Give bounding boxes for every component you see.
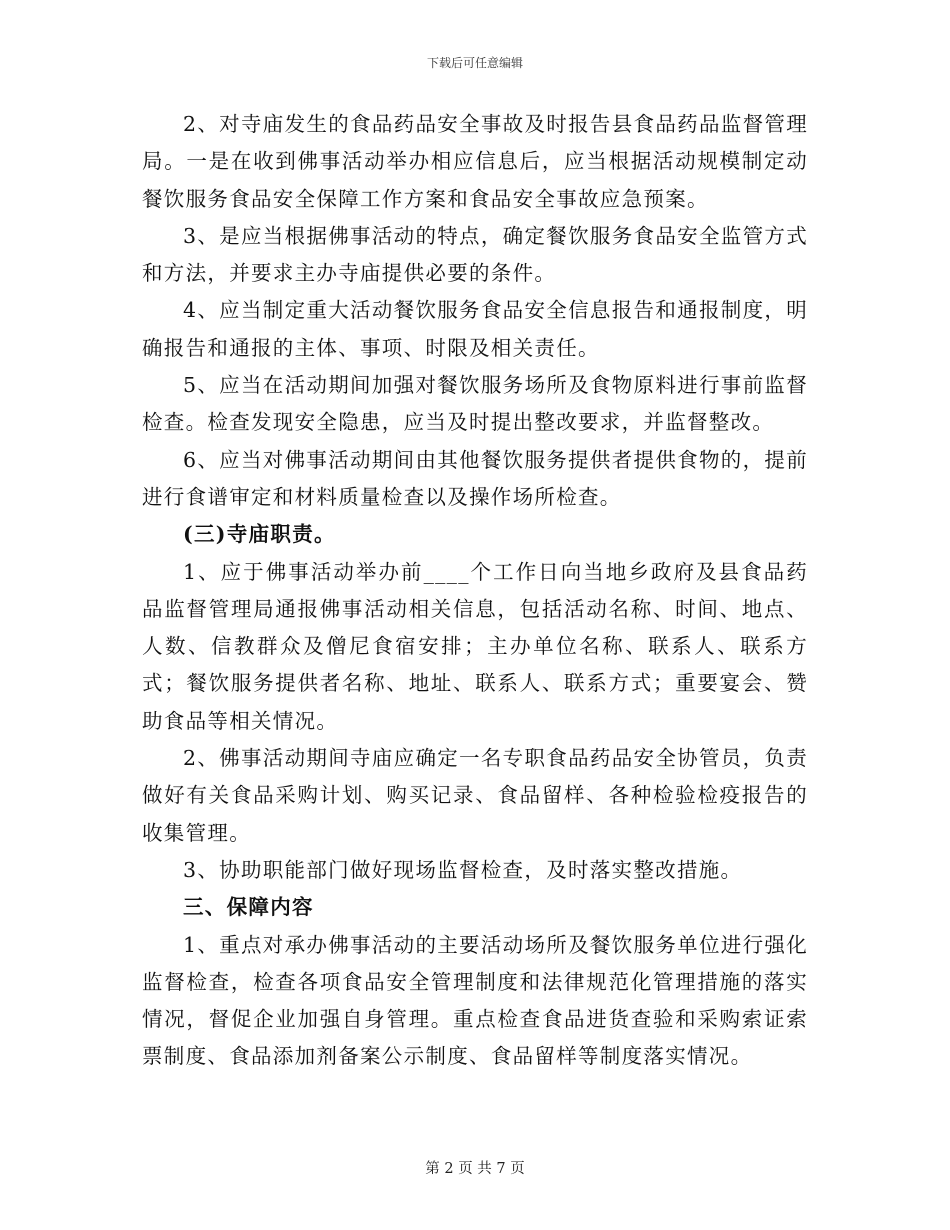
paragraph-item-3-supervision-method: 3、是应当根据佛事活动的特点，确定餐饮服务食品安全监管方式和方法，并要求主办寺庙提供必要的条件。 bbox=[142, 223, 808, 286]
document-body bbox=[142, 106, 808, 1076]
paragraph-temple-item-3-assist: 3、协助职能部门做好现场监督检查，及时落实整改措施。 bbox=[183, 857, 743, 882]
section-heading-temple-duties: (三)寺庙职责。 bbox=[183, 522, 336, 547]
paragraph-item-6-menu-review: 6、应当对佛事活动期间由其他餐饮服务提供者提供食物的，提前进行食谱审定和材料质量检查以及操作场所检查。 bbox=[142, 447, 808, 509]
paragraph-temple-item-1-notification: 1、应于佛事活动举办前____个工作日向当地乡政府及县食品药品监督管理局通报佛事活动相关信息，包括活动名称、时间、地点、人数、信教群众及僧尼食宿安排；主办单位名称、联系人、联系方式；餐饮服务提供者名称、地址、联系人、联系方式；重要宴会、赞助食品等相关情况。 bbox=[142, 559, 808, 733]
paragraph-item-5-inspection: 5、应当在活动期间加强对餐饮服务场所及食物原料进行事前监督检查。检查发现安全隐患，应当及时提出整改要求，并监督整改。 bbox=[142, 373, 808, 435]
paragraph-item-4-reporting-system: 4、应当制定重大活动餐饮服务食品安全信息报告和通报制度，明确报告和通报的主体、事项、时限及相关责任。 bbox=[142, 298, 808, 360]
paragraph-guarantee-item-1: 1、重点对承办佛事活动的主要活动场所及餐饮服务单位进行强化监督检查，检查各项食品安全管理制度和法律规范化管理措施的落实情况，督促企业加强自身管理。重点检查食品进货查验和采购索证索票制度、食品添加剂备案公示制度、食品留样等制度落实情况。 bbox=[142, 932, 808, 1069]
page-number: 第 2 页 共 7 页 bbox=[425, 1161, 525, 1177]
paragraph-temple-item-2-coordinator: 2、佛事活动期间寺庙应确定一名专职食品药品安全协管员，负责做好有关食品采购计划、购买记录、食品留样、各种检验检疫报告的收集管理。 bbox=[142, 746, 808, 845]
download-edit-note: 下载后可任意编辑 bbox=[426, 56, 523, 70]
paragraph-item-2-report: 2、对寺庙发生的食品药品安全事故及时报告县食品药品监督管理局。一是在收到佛事活动举办相应信息后，应当根据活动规模制定动餐饮服务食品安全保障工作方案和食品安全事故应急预案。 bbox=[142, 112, 808, 211]
section-heading-guarantee-content: 三、保障内容 bbox=[183, 895, 314, 920]
